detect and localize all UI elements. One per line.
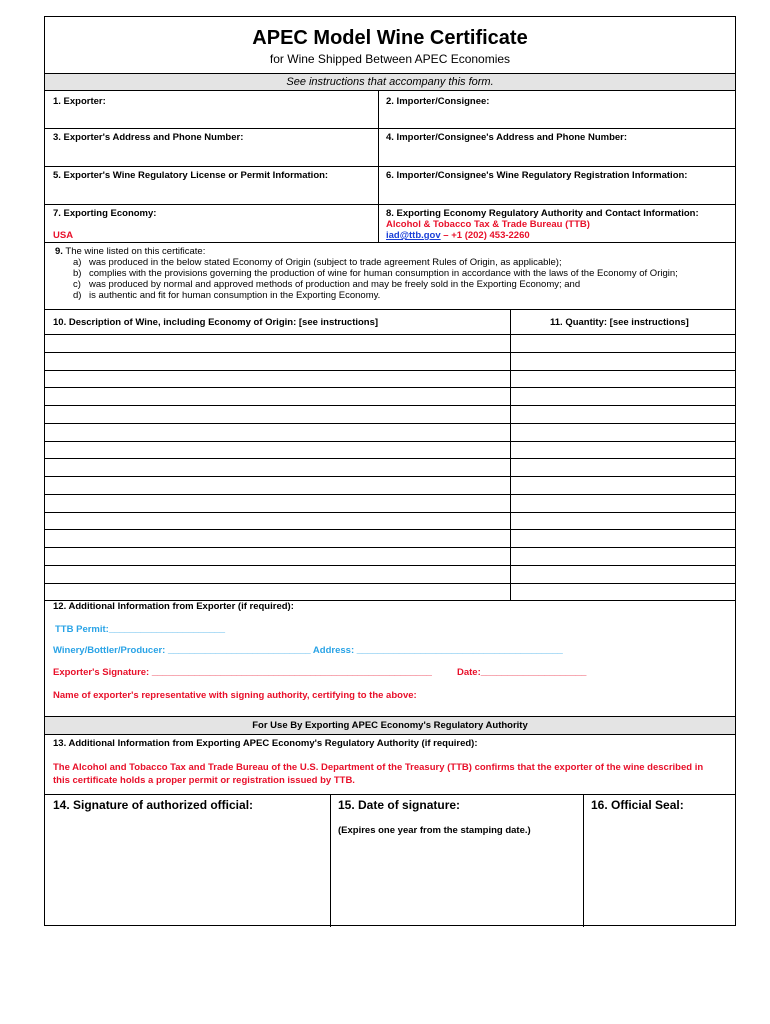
description-cell[interactable] [45, 566, 510, 583]
quantity-cell[interactable] [511, 548, 735, 565]
official-seal-field[interactable]: 16. Official Seal: [591, 798, 684, 812]
description-cell[interactable] [45, 548, 510, 565]
certification-number: 9. [55, 246, 63, 257]
list-item: d) is authentic and fit for human consumption in the Exporting Economy. [73, 290, 381, 301]
authority-label: 8. Exporting Economy Regulatory Authority and Contact Information: [386, 208, 699, 219]
exporter-license-field[interactable]: 5. Exporter's Wine Regulatory License or Permit Information: [53, 170, 329, 181]
authority-email-link[interactable]: iad@ttb.gov [386, 230, 441, 241]
certification-list [55, 246, 678, 301]
table-row-line [45, 583, 735, 584]
quantity-cell[interactable] [511, 335, 735, 352]
description-cell[interactable] [45, 459, 510, 476]
description-cell[interactable] [45, 424, 510, 441]
importer-registration-field[interactable]: 6. Importer/Consignee's Wine Regulatory Registration Information: [386, 170, 688, 181]
list-item: a) was produced in the below stated Economy of Origin (subject to trade agreement Rules of Origin, as applicable); [73, 257, 562, 268]
quantity-cell[interactable] [511, 406, 735, 423]
form-subtitle: for Wine Shipped Between APEC Economies [269, 52, 511, 66]
description-cell[interactable] [45, 530, 510, 547]
importer-address-field[interactable]: 4. Importer/Consignee's Address and Phone Number: [386, 132, 628, 143]
form-title: APEC Model Wine Certificate [252, 27, 528, 49]
quantity-cell[interactable] [511, 424, 735, 441]
description-cell[interactable] [45, 513, 510, 530]
exporting-economy-field[interactable]: 7. Exporting Economy: [53, 208, 157, 219]
quantity-cell[interactable] [511, 353, 735, 370]
certification-intro: The wine listed on this certificate: [62, 246, 206, 257]
description-column-header: 10. Description of Wine, including Economy of Origin: [see instructions] [53, 317, 379, 328]
quantity-cell[interactable] [511, 477, 735, 494]
divider [45, 90, 735, 91]
quantity-cell[interactable] [511, 388, 735, 405]
authority-section-bar: For Use By Exporting APEC Economy's Regulatory Authority [45, 717, 735, 734]
instructions-bar: See instructions that accompany this form. [45, 74, 735, 90]
description-cell[interactable] [45, 442, 510, 459]
divider [45, 128, 735, 129]
list-item: c) was produced by normal and approved methods of production and may be freely sold in the Exporting Economy; and [73, 279, 581, 290]
exporter-date-field[interactable]: Date:____________________ [457, 667, 587, 678]
quantity-cell[interactable] [511, 442, 735, 459]
description-cell[interactable] [45, 477, 510, 494]
exporting-economy-value: USA [53, 230, 74, 241]
quantity-cell[interactable] [511, 566, 735, 583]
authority-contact [386, 230, 530, 241]
divider [45, 309, 735, 310]
authority-info-label: 13. Additional Information from Exporting APEC Economy's Regulatory Authority (if required): [53, 738, 478, 749]
representative-field[interactable]: Name of exporter's representative with signing authority, certifying to the above: [53, 690, 417, 701]
ttb-permit-field[interactable]: TTB Permit:______________________ [55, 624, 226, 635]
quantity-cell[interactable] [511, 459, 735, 476]
quantity-cell[interactable] [511, 371, 735, 388]
wine-certificate-form [44, 16, 736, 926]
winery-address-field[interactable]: Winery/Bottler/Producer: ___________________________ Address: _______________________________________ [53, 645, 563, 656]
exporter-address-field[interactable]: 3. Exporter's Address and Phone Number: [53, 132, 244, 143]
authority-phone: – +1 (202) 453-2260 [440, 230, 530, 241]
importer-field[interactable]: 2. Importer/Consignee: [386, 96, 490, 107]
description-cell[interactable] [45, 495, 510, 512]
divider [45, 734, 735, 735]
date-expiry-note: (Expires one year from the stamping date.) [338, 825, 531, 836]
description-cell[interactable] [45, 353, 510, 370]
exporter-signature-field[interactable]: Exporter's Signature: _____________________________________________________ [53, 667, 432, 678]
authority-name: Alcohol & Tobacco Tax & Trade Bureau (TTB) [386, 219, 590, 230]
description-cell[interactable] [45, 335, 510, 352]
divider [45, 794, 735, 795]
column-divider [583, 794, 584, 927]
quantity-cell[interactable] [511, 495, 735, 512]
authority-statement: The Alcohol and Tobacco Tax and Trade Bureau of the U.S. Department of the Treasury (TTB) confirms that the exporter of the wine described in this certificate holds a proper permit or registration issued by TTB. [53, 762, 704, 786]
quantity-column-header: 11. Quantity: [see instructions] [550, 317, 689, 328]
column-divider [330, 794, 331, 927]
description-cell[interactable] [45, 388, 510, 405]
description-cell[interactable] [45, 406, 510, 423]
quantity-cell[interactable] [511, 513, 735, 530]
list-item: b) complies with the provisions governing the production of wine for human consumption in accordance with the laws of the Economy of Origin; [73, 268, 678, 279]
signature-date-field[interactable]: 15. Date of signature: [338, 798, 461, 812]
divider [45, 242, 735, 243]
quantity-cell[interactable] [511, 530, 735, 547]
exporter-field[interactable]: 1. Exporter: [53, 96, 106, 107]
description-cell[interactable] [45, 371, 510, 388]
additional-exporter-label: 12. Additional Information from Exporter (if required): [53, 601, 294, 612]
divider [45, 166, 735, 167]
divider [45, 204, 735, 205]
signature-official-field[interactable]: 14. Signature of authorized official: [53, 798, 254, 812]
